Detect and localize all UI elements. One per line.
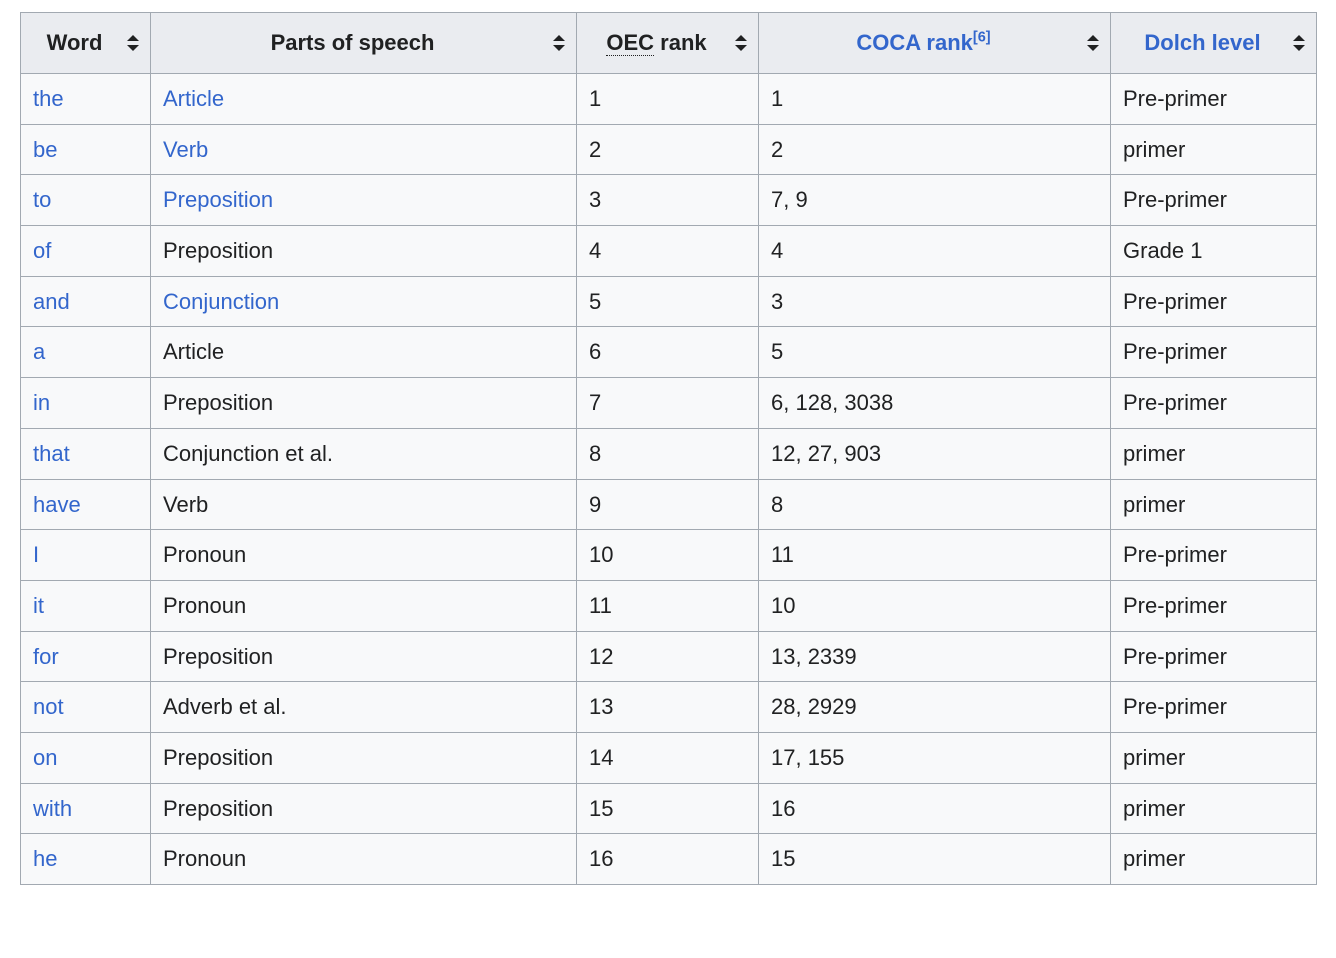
cell-dolch-level-value: Pre-primer [1123,288,1227,314]
cell-oec-rank-value: 8 [589,440,602,466]
column-header-coca-rank-label[interactable]: COCA rank [856,30,973,56]
cell-oec-rank [577,682,759,733]
cell-oec-rank [577,378,759,429]
cell-word [21,732,151,783]
cell-parts-of-speech [151,74,577,125]
table-row [21,834,1317,885]
cell-coca-rank [759,226,1111,277]
sort-arrows-icon[interactable] [1292,33,1306,53]
cell-oec-rank-value: 9 [589,491,602,517]
cell-parts-of-speech [151,226,577,277]
cell-coca-rank [759,682,1111,733]
cell-dolch-level [1111,732,1317,783]
cell-dolch-level [1111,834,1317,885]
cell-parts-of-speech-value[interactable]: Preposition [163,187,274,213]
cell-coca-rank-value: 5 [771,339,784,365]
cell-coca-rank-value: 17, 155 [771,744,845,770]
cell-oec-rank [577,74,759,125]
cell-word-value[interactable]: the [33,86,64,111]
cell-oec-rank-value: 14 [589,744,614,770]
cell-word-value[interactable]: a [33,339,46,365]
cell-coca-rank-value: 13, 2339 [771,643,857,669]
cell-dolch-level-value: primer [1123,744,1186,770]
cell-parts-of-speech [151,428,577,479]
cell-dolch-level [1111,783,1317,834]
sort-arrows-icon[interactable] [734,33,748,53]
cell-word-value[interactable]: not [33,694,64,720]
cell-word [21,682,151,733]
cell-word [21,580,151,631]
cell-word [21,631,151,682]
cell-parts-of-speech-value: Pronoun [163,846,247,872]
table-row [21,327,1317,378]
cell-word [21,276,151,327]
cell-parts-of-speech [151,783,577,834]
cell-parts-of-speech [151,580,577,631]
reference-link-6[interactable]: [6] [972,29,991,46]
cell-oec-rank-value: 3 [589,187,602,213]
cell-word [21,175,151,226]
cell-word [21,834,151,885]
table-row [21,783,1317,834]
cell-oec-rank [577,226,759,277]
cell-word [21,327,151,378]
cell-dolch-level [1111,124,1317,175]
table-header-row [21,13,1317,74]
cell-parts-of-speech [151,175,577,226]
cell-dolch-level [1111,276,1317,327]
cell-coca-rank [759,276,1111,327]
sort-arrows-icon[interactable] [1086,33,1100,53]
cell-parts-of-speech [151,479,577,530]
cell-parts-of-speech-value: Preposition [163,744,274,770]
cell-word [21,783,151,834]
cell-parts-of-speech [151,276,577,327]
cell-word [21,530,151,581]
cell-oec-rank [577,276,759,327]
column-header-oec-rank-label: OEC rank [606,30,707,56]
cell-word-value[interactable]: and [33,288,70,314]
cell-parts-of-speech-value[interactable]: Verb [163,136,209,162]
cell-coca-rank-value: 16 [771,795,796,821]
cell-coca-rank-value: 1 [771,86,784,111]
cell-parts-of-speech [151,378,577,429]
cell-dolch-level-value: Pre-primer [1123,339,1227,365]
cell-coca-rank [759,327,1111,378]
cell-dolch-level-value: Grade 1 [1123,238,1203,264]
cell-oec-rank-value: 11 [589,592,612,618]
cell-oec-rank [577,428,759,479]
cell-parts-of-speech [151,682,577,733]
cell-parts-of-speech-value: Adverb et al. [163,694,287,720]
table-row [21,580,1317,631]
cell-oec-rank-value: 12 [589,643,614,669]
cell-coca-rank-value: 28, 2929 [771,694,857,720]
cell-oec-rank [577,530,759,581]
cell-oec-rank-value: 10 [589,542,614,568]
cell-parts-of-speech-value: Conjunction et al. [163,440,333,466]
cell-oec-rank-value: 16 [589,846,614,872]
table-row [21,175,1317,226]
cell-parts-of-speech [151,732,577,783]
cell-word-value[interactable]: in [33,390,51,416]
cell-coca-rank-value: 12, 27, 903 [771,440,882,466]
cell-coca-rank-value: 11 [771,542,794,568]
cell-oec-rank-value: 13 [589,694,614,720]
cell-parts-of-speech-value: Preposition [163,643,274,669]
column-header-oec-rank[interactable] [577,13,759,74]
cell-coca-rank [759,732,1111,783]
sort-arrows-icon[interactable] [552,33,566,53]
cell-coca-rank-value: 4 [771,238,784,264]
table-row [21,631,1317,682]
cell-word [21,124,151,175]
cell-parts-of-speech [151,834,577,885]
cell-oec-rank-value: 1 [589,86,602,111]
cell-dolch-level-value: primer [1123,136,1186,162]
cell-oec-rank [577,732,759,783]
cell-word-value[interactable]: that [33,440,70,466]
cell-coca-rank-value: 7, 9 [771,187,808,213]
cell-coca-rank [759,530,1111,581]
cell-oec-rank-value: 5 [589,288,602,314]
table-row [21,530,1317,581]
cell-oec-rank-value: 7 [589,390,602,416]
table-row [21,74,1317,125]
cell-dolch-level-value: Pre-primer [1123,187,1227,213]
cell-oec-rank [577,834,759,885]
cell-word-value[interactable]: be [33,136,58,162]
column-header-dolch-level[interactable] [1111,13,1317,74]
cell-coca-rank [759,834,1111,885]
cell-dolch-level [1111,530,1317,581]
cell-oec-rank-value: 4 [589,238,602,264]
cell-word [21,428,151,479]
cell-coca-rank-value: 15 [771,846,796,872]
cell-dolch-level [1111,682,1317,733]
cell-parts-of-speech-value: Article [163,339,225,365]
cell-oec-rank [577,175,759,226]
cell-oec-rank [577,479,759,530]
cell-coca-rank-value: 2 [771,136,784,162]
table-row [21,226,1317,277]
cell-word [21,74,151,125]
cell-oec-rank [577,580,759,631]
cell-coca-rank [759,783,1111,834]
cell-coca-rank [759,631,1111,682]
table-row [21,428,1317,479]
column-header-dolch-level-label[interactable]: Dolch level [1144,30,1261,56]
cell-dolch-level-value: primer [1123,795,1186,821]
table-row [21,378,1317,429]
cell-dolch-level [1111,175,1317,226]
table-row [21,276,1317,327]
cell-dolch-level [1111,428,1317,479]
cell-oec-rank-value: 2 [589,136,602,162]
cell-coca-rank-value: 6, 128, 3038 [771,390,894,416]
cell-dolch-level [1111,327,1317,378]
cell-word-value[interactable]: he [33,846,58,872]
column-header-word[interactable] [21,13,151,74]
cell-word [21,226,151,277]
cell-dolch-level [1111,631,1317,682]
cell-parts-of-speech [151,530,577,581]
cell-parts-of-speech-value: Preposition [163,390,274,416]
cell-word-value[interactable]: on [33,744,58,770]
cell-parts-of-speech-value[interactable]: Conjunction [163,288,280,314]
table-body [21,74,1317,885]
table-row [21,732,1317,783]
cell-oec-rank [577,631,759,682]
cell-dolch-level [1111,226,1317,277]
cell-word [21,479,151,530]
cell-coca-rank [759,428,1111,479]
cell-parts-of-speech-value: Verb [163,491,209,517]
cell-word-value[interactable]: I [33,542,40,568]
cell-dolch-level-value: Pre-primer [1123,86,1227,111]
cell-parts-of-speech [151,124,577,175]
cell-dolch-level-value: Pre-primer [1123,643,1227,669]
cell-coca-rank-value: 10 [771,592,796,618]
cell-oec-rank-value: 15 [589,795,614,821]
cell-parts-of-speech [151,327,577,378]
table-row [21,682,1317,733]
cell-coca-rank [759,479,1111,530]
column-header-word-label: Word [46,30,103,56]
cell-parts-of-speech-value[interactable]: Article [163,86,225,111]
cell-oec-rank [577,124,759,175]
word-frequency-table [20,12,1317,885]
column-header-parts-of-speech[interactable] [151,13,577,74]
cell-word-value[interactable]: it [33,592,44,618]
cell-word-value[interactable]: have [33,491,81,517]
cell-coca-rank [759,378,1111,429]
cell-dolch-level [1111,378,1317,429]
cell-parts-of-speech [151,631,577,682]
cell-word [21,378,151,429]
cell-word-value[interactable]: to [33,187,52,213]
cell-coca-rank [759,124,1111,175]
oec-abbr: OEC [606,30,655,56]
table-row [21,124,1317,175]
cell-word-value[interactable]: of [33,238,52,264]
cell-dolch-level-value: Pre-primer [1123,592,1227,618]
cell-parts-of-speech-value: Preposition [163,795,274,821]
cell-parts-of-speech-value: Pronoun [163,592,247,618]
cell-dolch-level [1111,74,1317,125]
cell-oec-rank-value: 6 [589,339,602,365]
cell-coca-rank [759,175,1111,226]
sort-arrows-icon[interactable] [126,33,140,53]
cell-dolch-level-value: Pre-primer [1123,390,1227,416]
cell-dolch-level-value: primer [1123,440,1186,466]
cell-dolch-level-value: primer [1123,491,1186,517]
cell-coca-rank-value: 3 [771,288,784,314]
table-row [21,479,1317,530]
cell-oec-rank [577,327,759,378]
cell-dolch-level-value: primer [1123,846,1186,872]
column-header-parts-of-speech-label: Parts of speech [270,30,435,56]
cell-word-value[interactable]: with [33,795,73,821]
cell-word-value[interactable]: for [33,643,59,669]
cell-parts-of-speech-value: Preposition [163,238,274,264]
cell-dolch-level [1111,580,1317,631]
cell-coca-rank [759,580,1111,631]
cell-coca-rank [759,74,1111,125]
cell-oec-rank [577,783,759,834]
cell-dolch-level-value: Pre-primer [1123,542,1227,568]
cell-dolch-level-value: Pre-primer [1123,694,1227,720]
column-header-coca-rank[interactable] [759,13,1111,74]
cell-dolch-level [1111,479,1317,530]
cell-parts-of-speech-value: Pronoun [163,542,247,568]
cell-coca-rank-value: 8 [771,491,784,517]
